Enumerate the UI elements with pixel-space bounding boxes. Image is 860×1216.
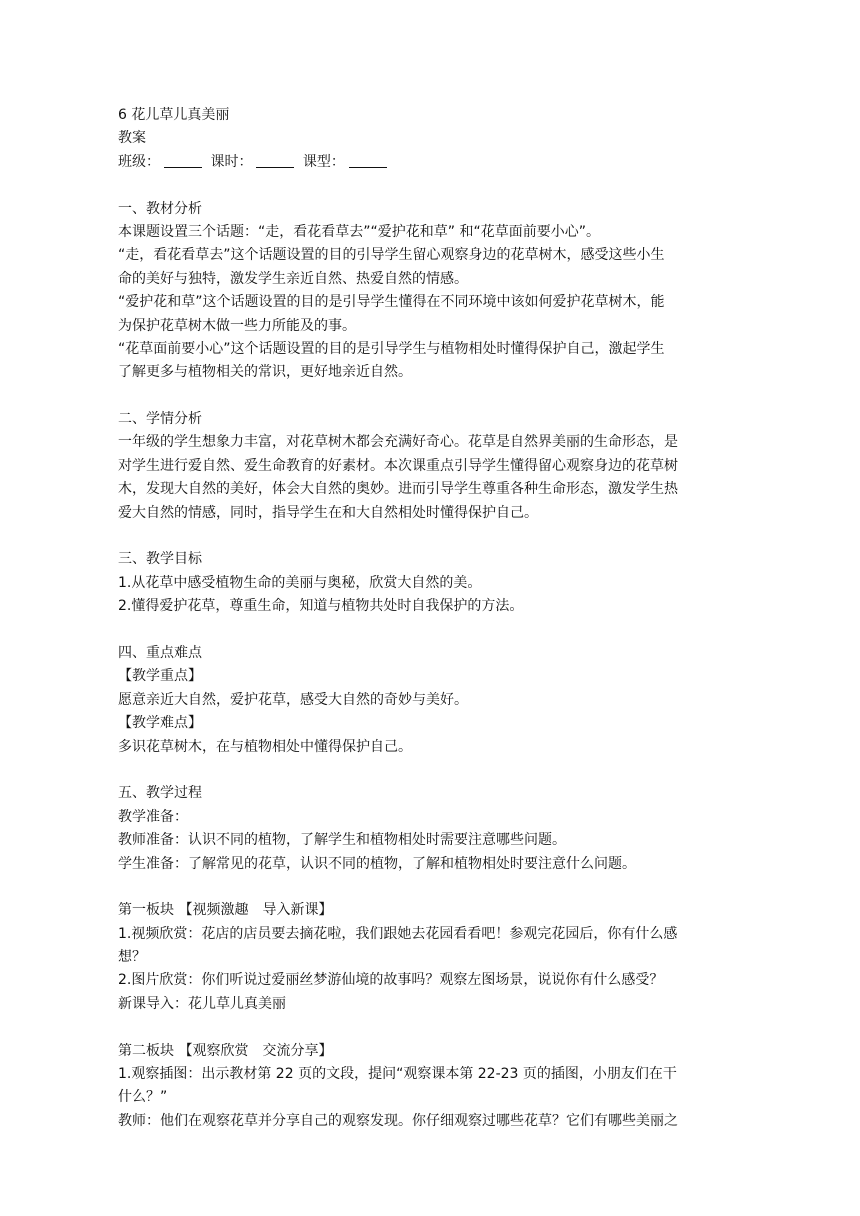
spacer: [118, 619, 734, 642]
section-heading: 三、教学目标: [118, 551, 202, 568]
paragraph-line: 1.视频欣赏：花店的店员要去摘花啦，我们跟她去花园看看吧！参观完花园后，你有什么感: [118, 925, 678, 942]
paragraph-line: “走，看花看草去”这个话题设置的目的引导学生留心观察身边的花草树木，感受这些小生: [118, 247, 665, 264]
section-heading: 五、教学过程: [118, 785, 202, 802]
spacer: [118, 1016, 734, 1039]
paragraph-line: “花草面前要小心”这个话题设置的目的是引导学生与植物相处时懂得保护自己，激起学生: [118, 340, 665, 357]
spacer: [118, 385, 734, 408]
section-heading: 一、教材分析: [118, 200, 202, 217]
paragraph-line: 想？: [118, 949, 146, 966]
type-blank: [349, 153, 387, 168]
paragraph-line: 学生准备：了解常见的花草，认识不同的植物，了解和植物相处时要注意什么问题。: [118, 855, 636, 872]
paragraph-line: 对学生进行爱自然、爱生命教育的好素材。本次课重点引导学生懂得留心观察身边的花草树: [118, 457, 678, 474]
difficulty-label: 【教学难点】: [118, 715, 202, 732]
paragraph-line: “爱护花和草”这个话题设置的目的是引导学生懂得在不同环境中该如何爱护花草树木，能: [118, 294, 665, 311]
paragraph-line: 木，发现大自然的美好，体会大自然的奥妙。进而引导学生尊重各种生命形态，激发学生热: [118, 481, 678, 498]
document-subtitle: 教案: [118, 130, 146, 147]
paragraph-line: 了解更多与植物相关的常识，更好地亲近自然。: [118, 364, 412, 381]
goal-item: 2.懂得爱护花草，尊重生命，知道与植物共处时自我保护的方法。: [118, 598, 524, 615]
section-heading: 二、学情分析: [118, 411, 202, 428]
paragraph-line: 教师准备：认识不同的植物，了解学生和植物相处时需要注意哪些问题。: [118, 832, 566, 849]
period-blank: [256, 153, 294, 168]
class-label: 班级：: [118, 153, 160, 170]
class-blank: [164, 153, 202, 168]
section-heading: 四、重点难点: [118, 644, 202, 661]
paragraph-line: 爱大自然的情感，同时，指导学生在和大自然相处时懂得保护自己。: [118, 504, 538, 521]
paragraph-line: 1.观察插图：出示教材第 22 页的文段，提问“观察课本第 22-23 页的插图，小朋友们在干: [118, 1066, 677, 1083]
paragraph-line: 本课题设置三个话题：“走，看花看草去”“爱护花和草” 和“花草面前要小心”。: [118, 223, 600, 240]
block-heading: 第一板块 【视频激趣 导入新课】: [118, 902, 333, 919]
spacer: [118, 525, 734, 548]
spacer: [118, 174, 734, 197]
key-point-text: 愿意亲近大自然，爱护花草，感受大自然的奇妙与美好。: [118, 691, 468, 708]
meta-line: [118, 151, 734, 174]
paragraph-line: 为保护花草树木做一些力所能及的事。: [118, 317, 356, 334]
paragraph-line: 2.图片欣赏：你们听说过爱丽丝梦游仙境的故事吗？观察左图场景，说说你有什么感受？: [118, 972, 664, 989]
type-label: 课型：: [302, 153, 345, 170]
block-heading: 第二板块 【观察欣赏 交流分享】: [118, 1042, 333, 1059]
goal-item: 1.从花草中感受植物生命的美丽与奥秘，欣赏大自然的美。: [118, 574, 482, 591]
key-point-label: 【教学重点】: [118, 668, 202, 685]
paragraph-line: 一年级的学生想象力丰富，对花草树木都会充满好奇心。花草是自然界美丽的生命形态，是: [118, 434, 678, 451]
paragraph-line: 什么？”: [118, 1089, 168, 1106]
document-page: [118, 104, 734, 1133]
paragraph-line: 命的美好与独特，激发学生亲近自然、热爱自然的情感。: [118, 270, 468, 287]
paragraph-line: 教师：他们在观察花草并分享自己的观察发现。你仔细观察过哪些花草？它们有哪些美丽之: [118, 1112, 678, 1129]
spacer: [118, 876, 734, 899]
document-title: 6 花儿草儿真美丽: [118, 107, 230, 123]
spacer: [118, 759, 734, 782]
period-label: 课时：: [210, 153, 253, 170]
paragraph-line: 教学准备：: [118, 808, 188, 825]
difficulty-text: 多识花草树木，在与植物相处中懂得保护自己。: [118, 738, 412, 755]
paragraph-line: 新课导入：花儿草儿真美丽: [118, 995, 286, 1012]
